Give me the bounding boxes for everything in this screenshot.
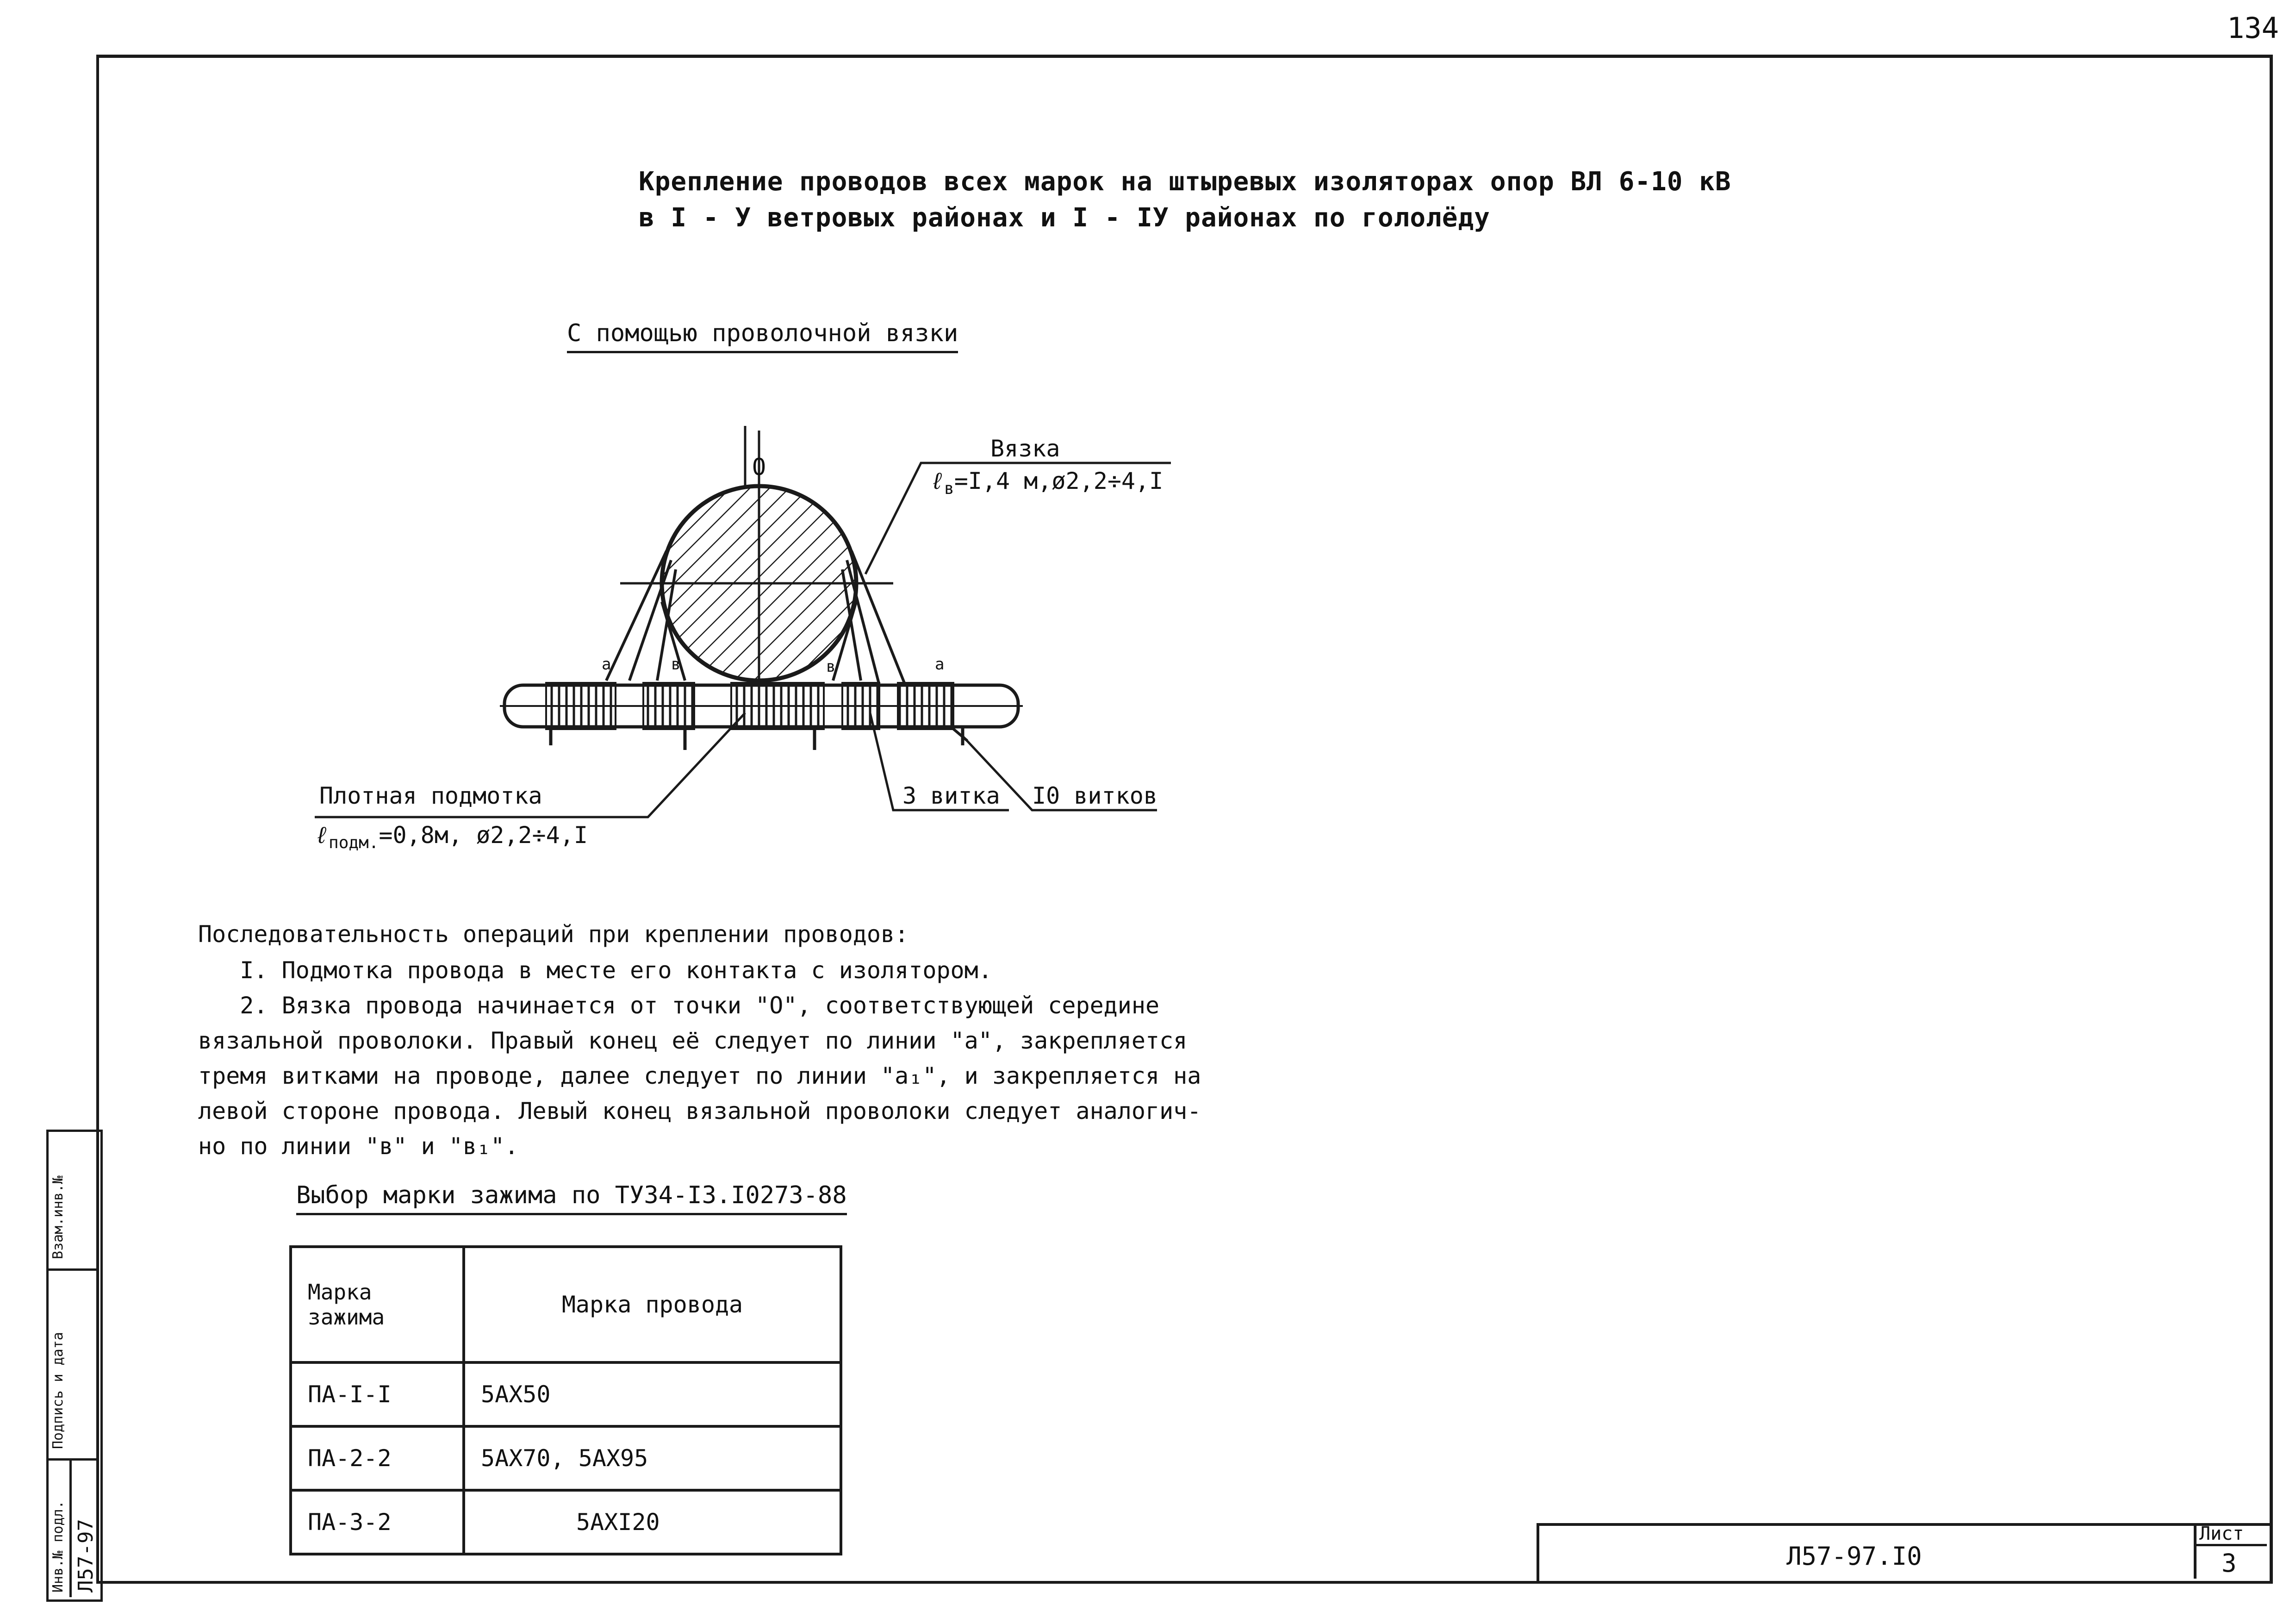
clamp-cell: ПА-2-2: [291, 1426, 464, 1490]
sheet-number: 3: [2221, 1549, 2237, 1578]
side-stamp-replace: Взам.инв.№: [50, 1175, 66, 1259]
wrap-label: Плотная подмотка: [319, 782, 542, 809]
sequence-line-4: тремя витками на проводе, далее следует по линии "а₁", и закрепляется на: [198, 1062, 1201, 1089]
clamp-table: [289, 1245, 842, 1555]
header-clamp: Марка зажима: [291, 1247, 464, 1362]
subtitle: С помощью проволочной вязки: [567, 319, 958, 353]
sequence-line-3: вязальной проволоки. Правый конец её следует по линии "а", закрепляется: [198, 1027, 1188, 1054]
side-stamp-inv-value: Л57-97: [74, 1519, 98, 1593]
sequence-line-1: I. Подмотка провода в месте его контакта с изолятором.: [198, 957, 992, 984]
sequence-heading: Последовательность операций при креплении проводов:: [198, 921, 909, 948]
side-stamp-sign-date: Подпись и дата: [50, 1332, 66, 1449]
sequence-line-2: 2. Вязка провода начинается от точки "О", соответствующей середине: [198, 992, 1160, 1019]
table-row: [291, 1490, 841, 1554]
side-stamp-inv-no: Инв.№ подл.: [50, 1500, 66, 1593]
sequence-line-6: но по линии "в" и "в₁".: [198, 1133, 519, 1160]
turns-3-label: 3 витка: [902, 782, 1000, 809]
wire-cell: 5АХ70, 5АХ95: [464, 1426, 841, 1490]
title-line-2: в I - У ветровых районах и I - IУ районах по гололёду: [639, 203, 1490, 233]
table-row: [291, 1426, 841, 1490]
page-number: 134: [2227, 11, 2279, 45]
mark-a-left: а: [602, 655, 611, 674]
table-row: [291, 1362, 841, 1426]
wrap-spec: ℓ$_{подм.}$=0,8м, ø2,2÷4,I: [315, 822, 588, 852]
conductor: [500, 683, 1023, 750]
wire-cell: 5АХI20: [464, 1490, 841, 1554]
wire-cell: 5АХ50: [464, 1362, 841, 1426]
doc-code: Л57-97.I0: [1786, 1542, 1922, 1571]
sheet-label: Лист: [2199, 1523, 2244, 1544]
turns-10-label: I0 витков: [1032, 782, 1157, 809]
title-line-1: Крепление проводов всех марок на штыревых изоляторах опор ВЛ 6-10 кВ: [639, 167, 1731, 197]
mark-v-left: в: [671, 655, 681, 674]
tie-spec: ℓ$_в$=I,4 м,ø2,2÷4,I: [930, 468, 1164, 498]
clamp-cell: ПА-3-2: [291, 1490, 464, 1554]
mark-v1-right: в: [826, 657, 836, 676]
point-o-label: О: [752, 454, 766, 481]
tie-label: Вязка: [990, 435, 1060, 462]
clamp-cell: ПА-I-I: [291, 1362, 464, 1426]
sequence-line-5: левой стороне провода. Левый конец вязальной проволоки следует аналогич-: [198, 1098, 1201, 1124]
clamp-table-caption: Выбор марки зажима по ТУ34-I3.I0273-88: [296, 1181, 847, 1215]
mark-a1-right: а: [935, 655, 945, 674]
header-wire: Марка провода: [464, 1247, 841, 1362]
table-header-row: [291, 1247, 841, 1362]
